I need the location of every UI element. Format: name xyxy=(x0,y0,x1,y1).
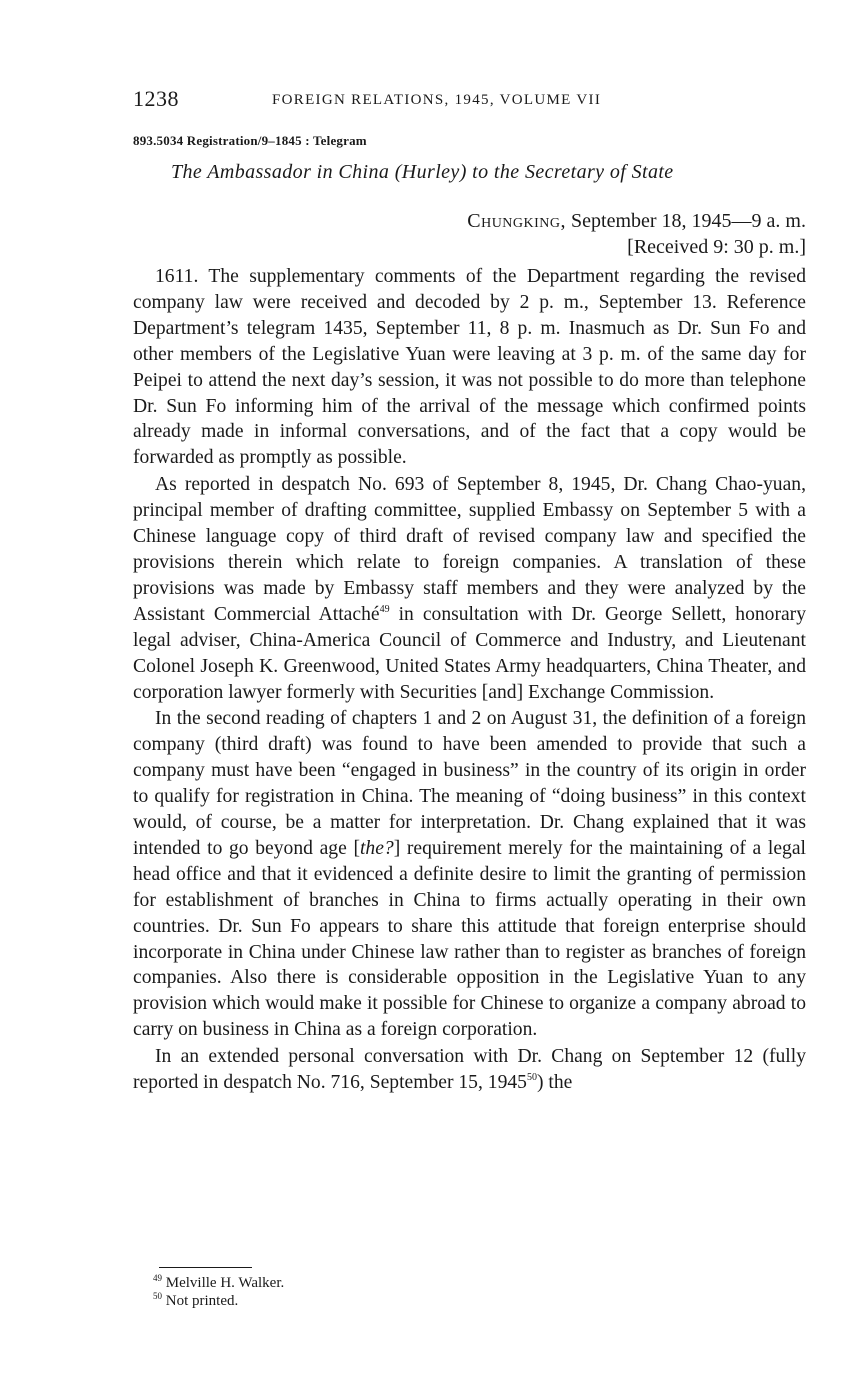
footnote-divider xyxy=(159,1267,252,1268)
footnote-ref-50: 50 xyxy=(526,1072,537,1084)
dateline-place: Chungking, xyxy=(467,210,567,232)
footnote-mark: 49 xyxy=(153,1273,162,1283)
footnote-mark: 50 xyxy=(153,1291,162,1301)
paragraph-4-text-a: In an extended personal conversation with Dr. Chang on September 12 (fully reported in despatch No. 716, September 15, 1945 xyxy=(133,1046,806,1094)
footnote-text: Not printed. xyxy=(165,1293,239,1309)
dateline-received: [Received 9: 30 p. m.] xyxy=(627,236,806,258)
page-header xyxy=(133,86,806,116)
footnote-49 xyxy=(153,1274,284,1292)
footnote-50 xyxy=(153,1292,284,1310)
paragraph-2-text-b: in consultation with Dr. George Sellett, honorary legal adviser, China-America Council of Commerce and Industry, and Lieutenant Colonel Joseph K. Greenwood, United States Army headquarters, China Theater, and corporation lawyer formerly with Securities [and] Exchange Commission. xyxy=(133,603,807,703)
telegram-body xyxy=(133,264,806,1097)
paragraph-3 xyxy=(133,706,806,1043)
file-reference: 893.5034 Registration/9–1845 : Telegram xyxy=(133,133,367,148)
dateline-date: September 18, 1945—9 a. m. xyxy=(571,210,806,232)
running-head: FOREIGN RELATIONS, 1945, VOLUME VII xyxy=(272,92,602,108)
dateline-sent xyxy=(467,208,806,234)
footnotes xyxy=(153,1274,284,1310)
page-number: 1238 xyxy=(133,86,179,111)
paragraph-1: 1611. The supplementary comments of the Department regarding the revised company law were received and decoded by 2 p. m., September 13. Reference Department’s telegram 1435, September 11, 8 p. m. Inasmuch as Dr. Sun Fo and other members of the Legislative Yuan were leaving at 3 p. m. of the same day for Peipei to attend the next day’s session, it was not possible to do more than telephone Dr. Sun Fo informing him of the arrival of the message which confirmed points already made in informal conversations, and of the fact that a copy would be forwarded as promptly as possible. xyxy=(133,266,806,469)
dateline xyxy=(467,208,806,260)
paragraph-3-editorial-insert: the? xyxy=(359,837,394,859)
paragraph-3-text-a: In the second reading of chapters 1 and 2 on August 31, the definition of a foreign company (third draft) was found to have been amended to provide that such a company must have been “engaged in business” in the country of its origin in order to qualify for registration in China. The meaning of “doing business” in this context would, of course, be a matter for interpretation. Dr. Chang explained that it was intended to go beyond age [ xyxy=(133,708,806,859)
paragraph-4-text-b: ) the xyxy=(536,1072,573,1094)
document-title: The Ambassador in China (Hurley) to the Secretary of State xyxy=(171,161,674,183)
paragraph-4 xyxy=(133,1044,806,1096)
footnote-text: Melville H. Walker. xyxy=(165,1275,285,1291)
paragraph-2-text-a: As reported in despatch No. 693 of September 8, 1945, Dr. Chang Chao-yuan, principal member of drafting committee, supplied Embassy on September 5 with a Chinese language copy of third draft of revised company law and specified the provisions therein which relate to foreign companies. A translation of these provisions was made by Embassy staff members and they were analyzed by the Assistant Commercial Attaché xyxy=(133,474,806,625)
footnote-ref-49: 49 xyxy=(379,603,390,615)
paragraph-2 xyxy=(133,472,806,705)
paragraph-3-text-b: ] requirement merely for the maintaining of a legal head office and that it evidenced a definite desire to limit the granting of permission for establishment of branches in China to firms actually operating in their own countries. Dr. Sun Fo appears to share this attitude that foreign enterprise should incorporate in China under Chinese law rather than to register as branches of foreign companies. Also there is considerable opposition in the Legislative Yuan to any provision which would make it possible for Chinese to organize a company abroad to carry on business in China as a foreign corporation. xyxy=(133,837,806,1041)
